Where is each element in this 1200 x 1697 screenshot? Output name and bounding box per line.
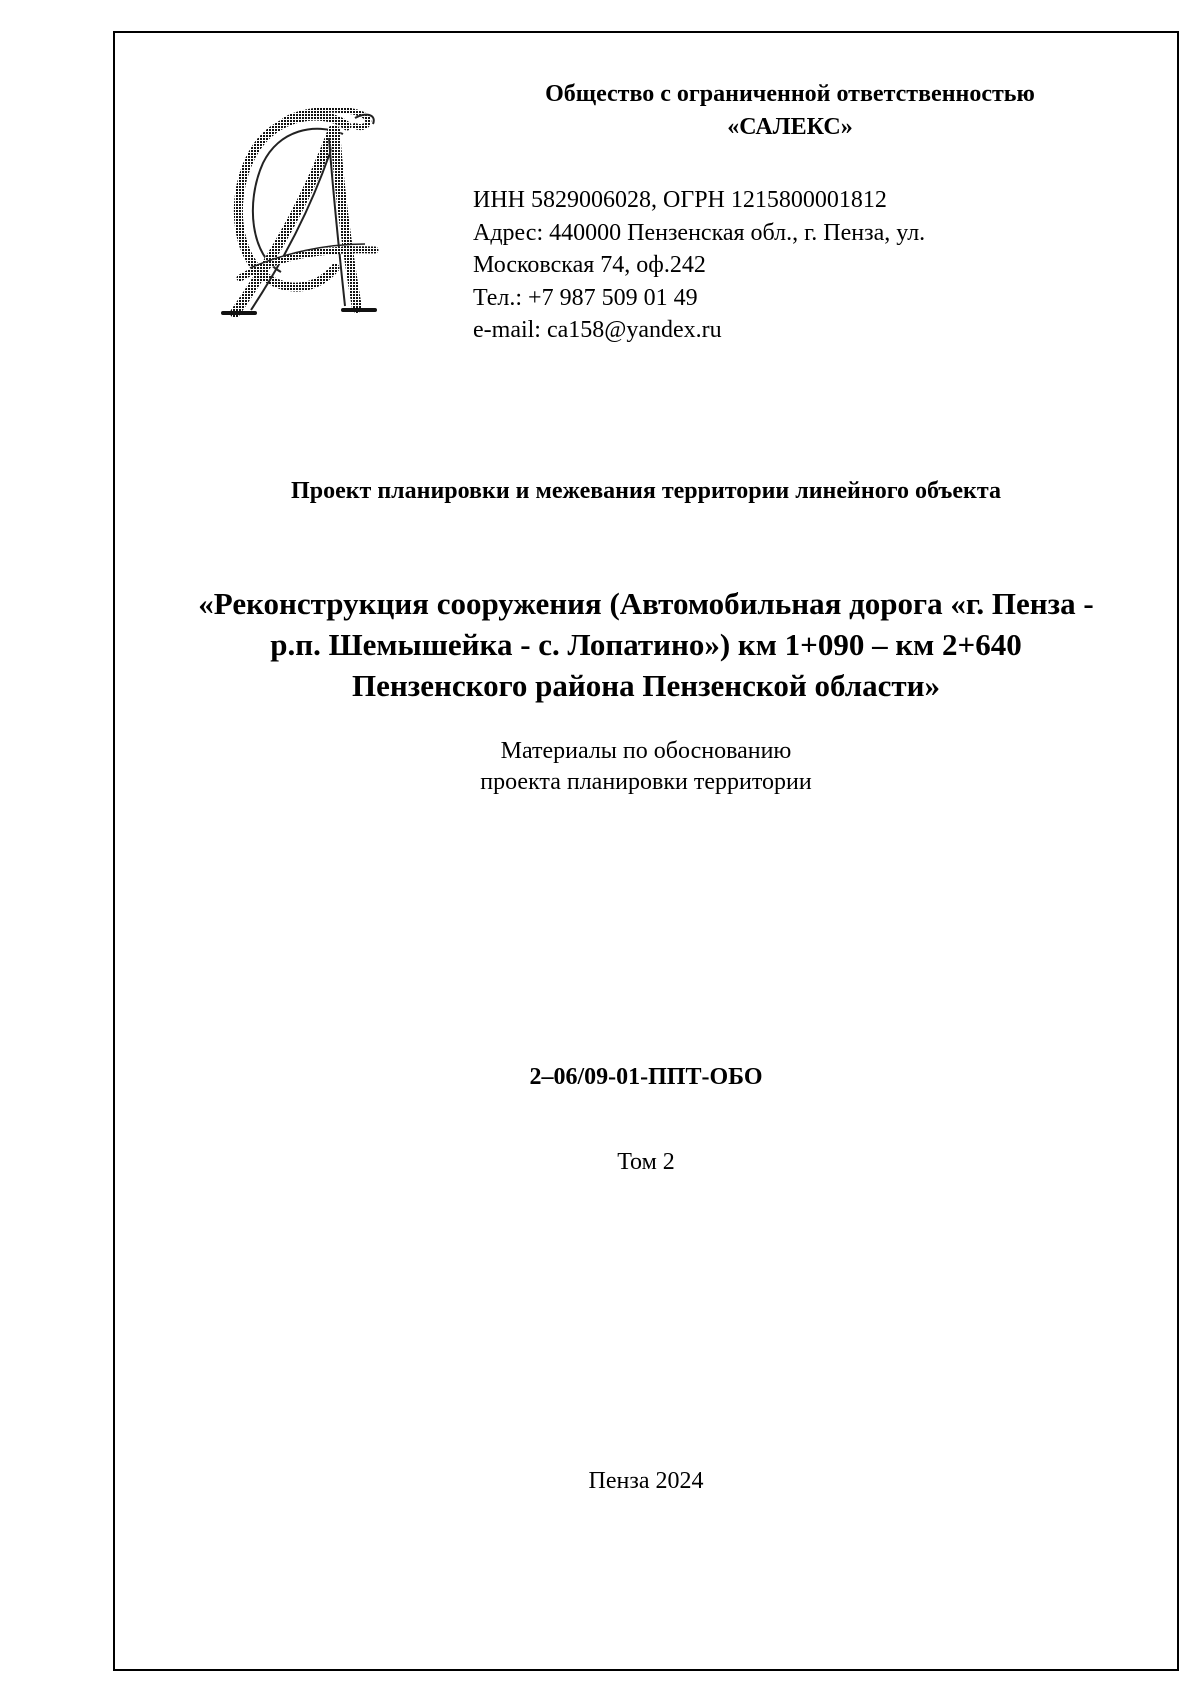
materials-line1: Материалы по обоснованию xyxy=(500,738,792,764)
email: e-mail: ca158@yandex.ru xyxy=(473,317,722,343)
company-requisites xyxy=(473,184,1073,347)
place-year: Пенза 2024 xyxy=(588,1468,704,1494)
phone: Тел.: +7 987 509 01 49 xyxy=(473,284,698,311)
materials-line2: проекта планировки территории xyxy=(480,769,812,795)
address-line2: Московская 74, оф.242 xyxy=(473,252,706,278)
materials-subtitle xyxy=(113,736,1179,798)
project-type: Проект планировки и межевания территории линейного объекта xyxy=(291,478,1001,504)
object-title-line1: «Реконструкция сооружения (Автомобильная дорога «г. Пенза - xyxy=(198,586,1094,621)
object-title xyxy=(140,583,1152,706)
volume-number: Том 2 xyxy=(617,1149,675,1175)
address-line1: Адрес: 440000 Пензенская обл., г. Пенза, ул. xyxy=(473,219,926,246)
company-logo xyxy=(215,108,395,323)
object-title-line2: р.п. Шемышейка - с. Лопатино») км 1+090 – км 2+640 xyxy=(270,627,1022,662)
company-name xyxy=(480,78,1100,144)
company-name-line2: «САЛЕКС» xyxy=(727,114,853,140)
object-title-line3: Пензенского района Пензенской области» xyxy=(352,668,940,703)
company-name-line1: Общество с ограниченной ответственностью xyxy=(545,81,1035,107)
document-code: 2–06/09-01-ППТ-ОБО xyxy=(529,1064,763,1090)
inn-ogrn: ИНН 5829006028, ОГРН 1215800001812 xyxy=(473,187,887,213)
